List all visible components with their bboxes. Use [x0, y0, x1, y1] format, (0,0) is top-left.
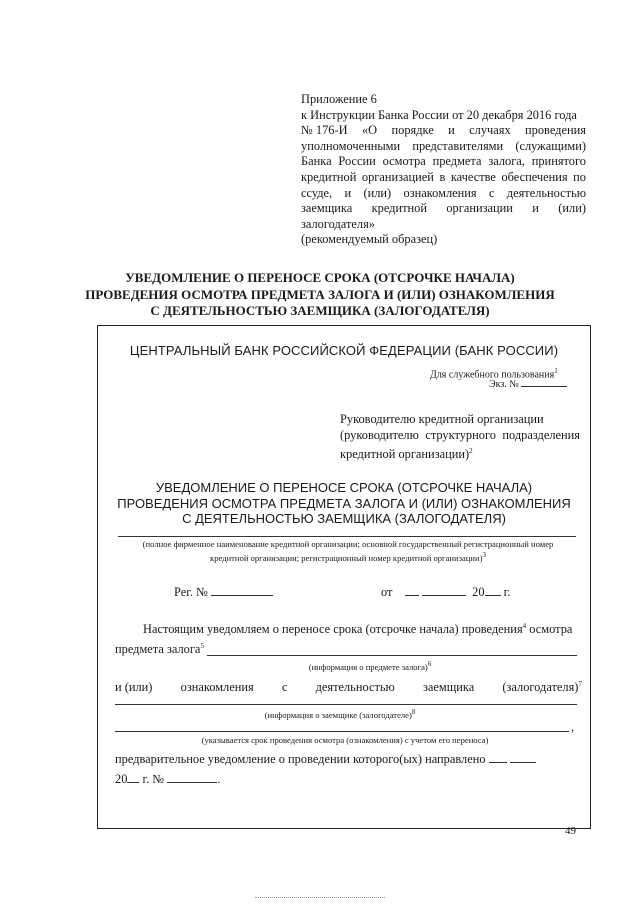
document-title	[60, 270, 580, 320]
bank-name: ЦЕНТРАЛЬНЫЙ БАНК РОССИЙСКОЙ ФЕДЕРАЦИИ (БАНК РОССИИ)	[129, 343, 559, 358]
collateral-label: предмета залога$^5$	[115, 642, 204, 657]
notice-text: Настоящим уведомляем о переносе срока (отсрочке начала) проведения$^4$ осмотра	[143, 622, 573, 637]
appendix-justified-line: уполномоченными представителями (служащими)	[301, 138, 586, 153]
form-title-line: С ДЕЯТЕЛЬНОСТЬЮ ЗАЕМЩИКА (ЗАЛОГОДАТЕЛЯ)	[182, 511, 506, 527]
final-line: 20 г. № .	[115, 772, 221, 786]
appendix-justified-line: ссуде, и (или) ознакомления с деятельностью	[301, 185, 586, 200]
recommended-sample-label: (рекомендуемый образец)	[301, 232, 438, 246]
service-use-label: Для служебного пользования$^1$	[430, 367, 558, 381]
reg-number: Рег. №	[174, 585, 273, 600]
title-line: ПРОВЕДЕНИЯ ОСМОТРА ПРЕДМЕТА ЗАЛОГА И (ИЛИ) ОЗНАКОМЛЕНИЯ	[85, 286, 555, 302]
appendix-justified-line: № 176-И «О порядке и случаях проведения	[301, 123, 586, 138]
addressee-line: кредитной организации)$^2$	[340, 446, 473, 461]
month-blank[interactable]	[422, 595, 466, 596]
org-name-note: (полное фирменное наименование кредитной организации; основной государственный регистрационный номер кредитной организации; регистрационный номер кредитной организации)$^3$	[142, 539, 554, 563]
form-title-line: ПРОВЕДЕНИЯ ОСМОТРА ПРЕДМЕТА ЗАЛОГА И (ИЛИ) ОЗНАКОМЛЕНИЯ	[117, 495, 571, 511]
borrower-note: (информация о заемщике (залогодателе)$^8$	[264, 708, 416, 720]
appendix-justified-line: Банка России осмотра предмета залога, принятого	[301, 154, 586, 169]
addressee-line: (руководителю структурного подразделения	[340, 427, 580, 442]
collateral-field[interactable]	[207, 655, 577, 656]
final-number-blank[interactable]	[167, 782, 217, 783]
day-blank[interactable]	[405, 595, 419, 596]
title-line: УВЕДОМЛЕНИЕ О ПЕРЕНОСЕ СРОКА (ОТСРОЧКЕ НАЧАЛА)	[125, 270, 515, 285]
borrower-field[interactable]	[115, 704, 577, 705]
form-title-line: УВЕДОМЛЕНИЕ О ПЕРЕНОСЕ СРОКА (ОТСРОЧКЕ НАЧАЛА)	[155, 480, 533, 495]
year-blank[interactable]	[485, 595, 501, 596]
reg-number-blank[interactable]	[211, 595, 273, 596]
title-line: С ДЕЯТЕЛЬНОСТЬЮ ЗАЕМЩИКА (ЗАЛОГОДАТЕЛЯ)	[150, 303, 490, 318]
page-number: 49	[565, 825, 576, 837]
term-field[interactable]	[115, 731, 569, 732]
appendix-justified-line: заемщика кредитной организации и (или)	[301, 201, 586, 216]
addressee-block	[340, 412, 580, 463]
addressee-line: Руководителю кредитной организации	[340, 412, 544, 426]
org-name-field[interactable]	[118, 536, 576, 537]
final-year-blank[interactable]	[127, 782, 139, 783]
term-comma: ,	[571, 720, 575, 734]
date-field: от 20 г.	[381, 585, 511, 599]
prelim-day-blank[interactable]	[489, 762, 507, 763]
collateral-note: (информация о предмете залога)$^6$	[308, 660, 432, 672]
prelim-text: предварительное уведомление о проведении которого(ых) направлено	[115, 752, 536, 767]
form-title	[98, 480, 590, 527]
term-note: (указывается срок проведения осмотра (ознакомления) с учетом его переноса)	[201, 735, 489, 745]
appendix-line: Приложение 6	[301, 92, 377, 106]
copy-number: Экз. №	[489, 379, 567, 390]
appendix-header	[301, 92, 586, 232]
appendix-justified-line: кредитной организацией в качестве обеспечения по	[301, 169, 586, 184]
scan-artifact	[255, 897, 385, 900]
familiarization-line: и (или) ознакомления с деятельностью заемщика (залогодателя)$^7$	[115, 680, 582, 695]
appendix-line: к Инструкции Банка России от 20 декабря 2016 года	[301, 107, 577, 122]
appendix-line: залогодателя»	[301, 216, 375, 231]
prelim-month-blank[interactable]	[510, 762, 536, 763]
copy-number-blank[interactable]	[521, 386, 567, 387]
